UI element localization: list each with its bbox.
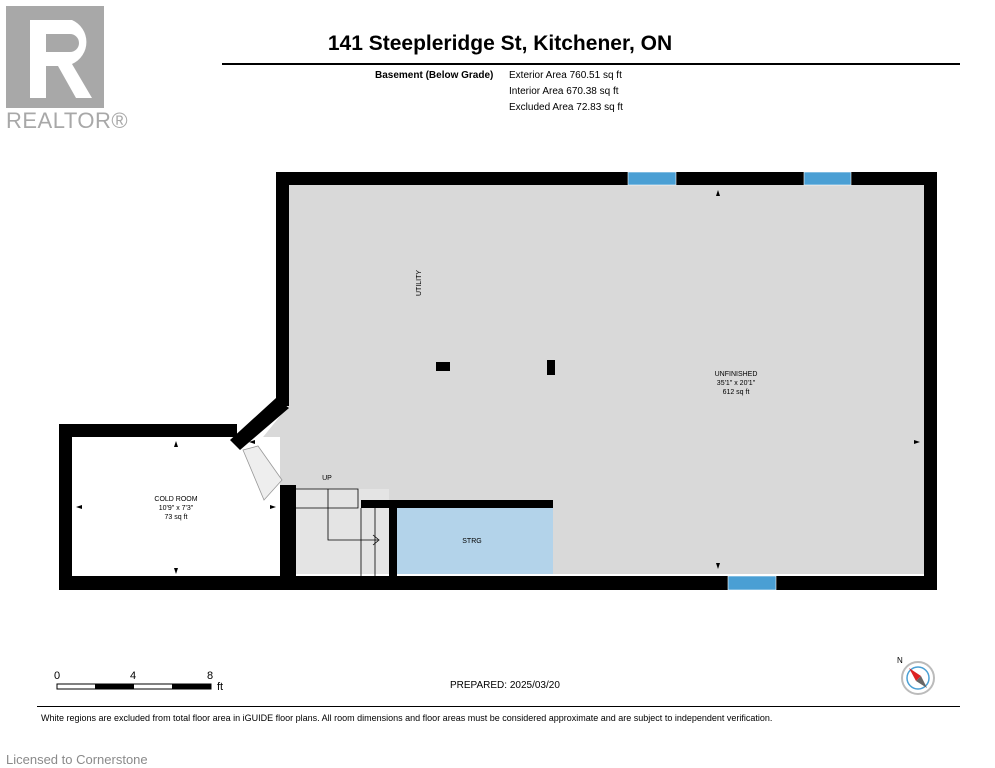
scale-tick-8: 8: [207, 670, 214, 682]
room-unfinished-label: [700, 370, 772, 397]
stairs-up-label: UP: [322, 475, 332, 482]
cold-room-wall-top: [59, 424, 237, 437]
storage-wall-left: [389, 500, 397, 576]
room-name: UNFINISHED: [714, 371, 758, 378]
window-top-2: [804, 172, 851, 185]
wall-left-upper: [276, 172, 289, 406]
window-bottom: [728, 576, 776, 590]
disclaimer-text: White regions are excluded from total floor area in iGUIDE floor plans. All room dimensions and floor areas must be considered approximate and are subject to independent verification.: [41, 713, 773, 723]
license-watermark: Licensed to Cornerstone: [6, 752, 148, 767]
prepared-date: PREPARED: 2025/03/20: [450, 680, 560, 691]
room-area: 73 sq ft: [164, 514, 188, 521]
scale-unit: ft: [217, 681, 224, 693]
room-label-storage: STRG: [462, 538, 482, 545]
cold-room-wall-right: [280, 485, 296, 590]
scale-tick-0: 0: [54, 670, 61, 682]
property-address-title: 141 Steepleridge St, Kitchener, ON: [327, 32, 673, 55]
interior-area: Interior Area 670.38 sq ft: [509, 86, 619, 97]
room-area: 612 sq ft: [722, 389, 750, 396]
column-2: [547, 360, 555, 375]
wall-right: [924, 172, 937, 590]
compass-icon: [902, 662, 934, 694]
exterior-area: Exterior Area 760.51 sq ft: [509, 70, 622, 81]
cold-room-wall-left: [59, 424, 72, 590]
compass-north-label: N: [897, 656, 903, 665]
excluded-area: Excluded Area 72.83 sq ft: [509, 102, 623, 113]
room-name: COLD ROOM: [154, 496, 198, 503]
scale-tick-4: 4: [130, 670, 137, 682]
wall-bottom: [59, 576, 937, 590]
footer-divider: [37, 706, 960, 707]
room-label-utility: UTILITY: [416, 269, 423, 296]
window-top-1: [628, 172, 676, 185]
column-1: [436, 362, 450, 371]
scale-bar: [57, 684, 211, 689]
realtor-wordmark: REALTOR®: [6, 108, 129, 133]
room-dims: 10'9" x 7'3": [158, 505, 194, 512]
level-label: Basement (Below Grade): [375, 70, 494, 81]
room-cold-room-label: [140, 495, 212, 522]
room-dims: 35'1" x 20'1": [716, 380, 756, 387]
